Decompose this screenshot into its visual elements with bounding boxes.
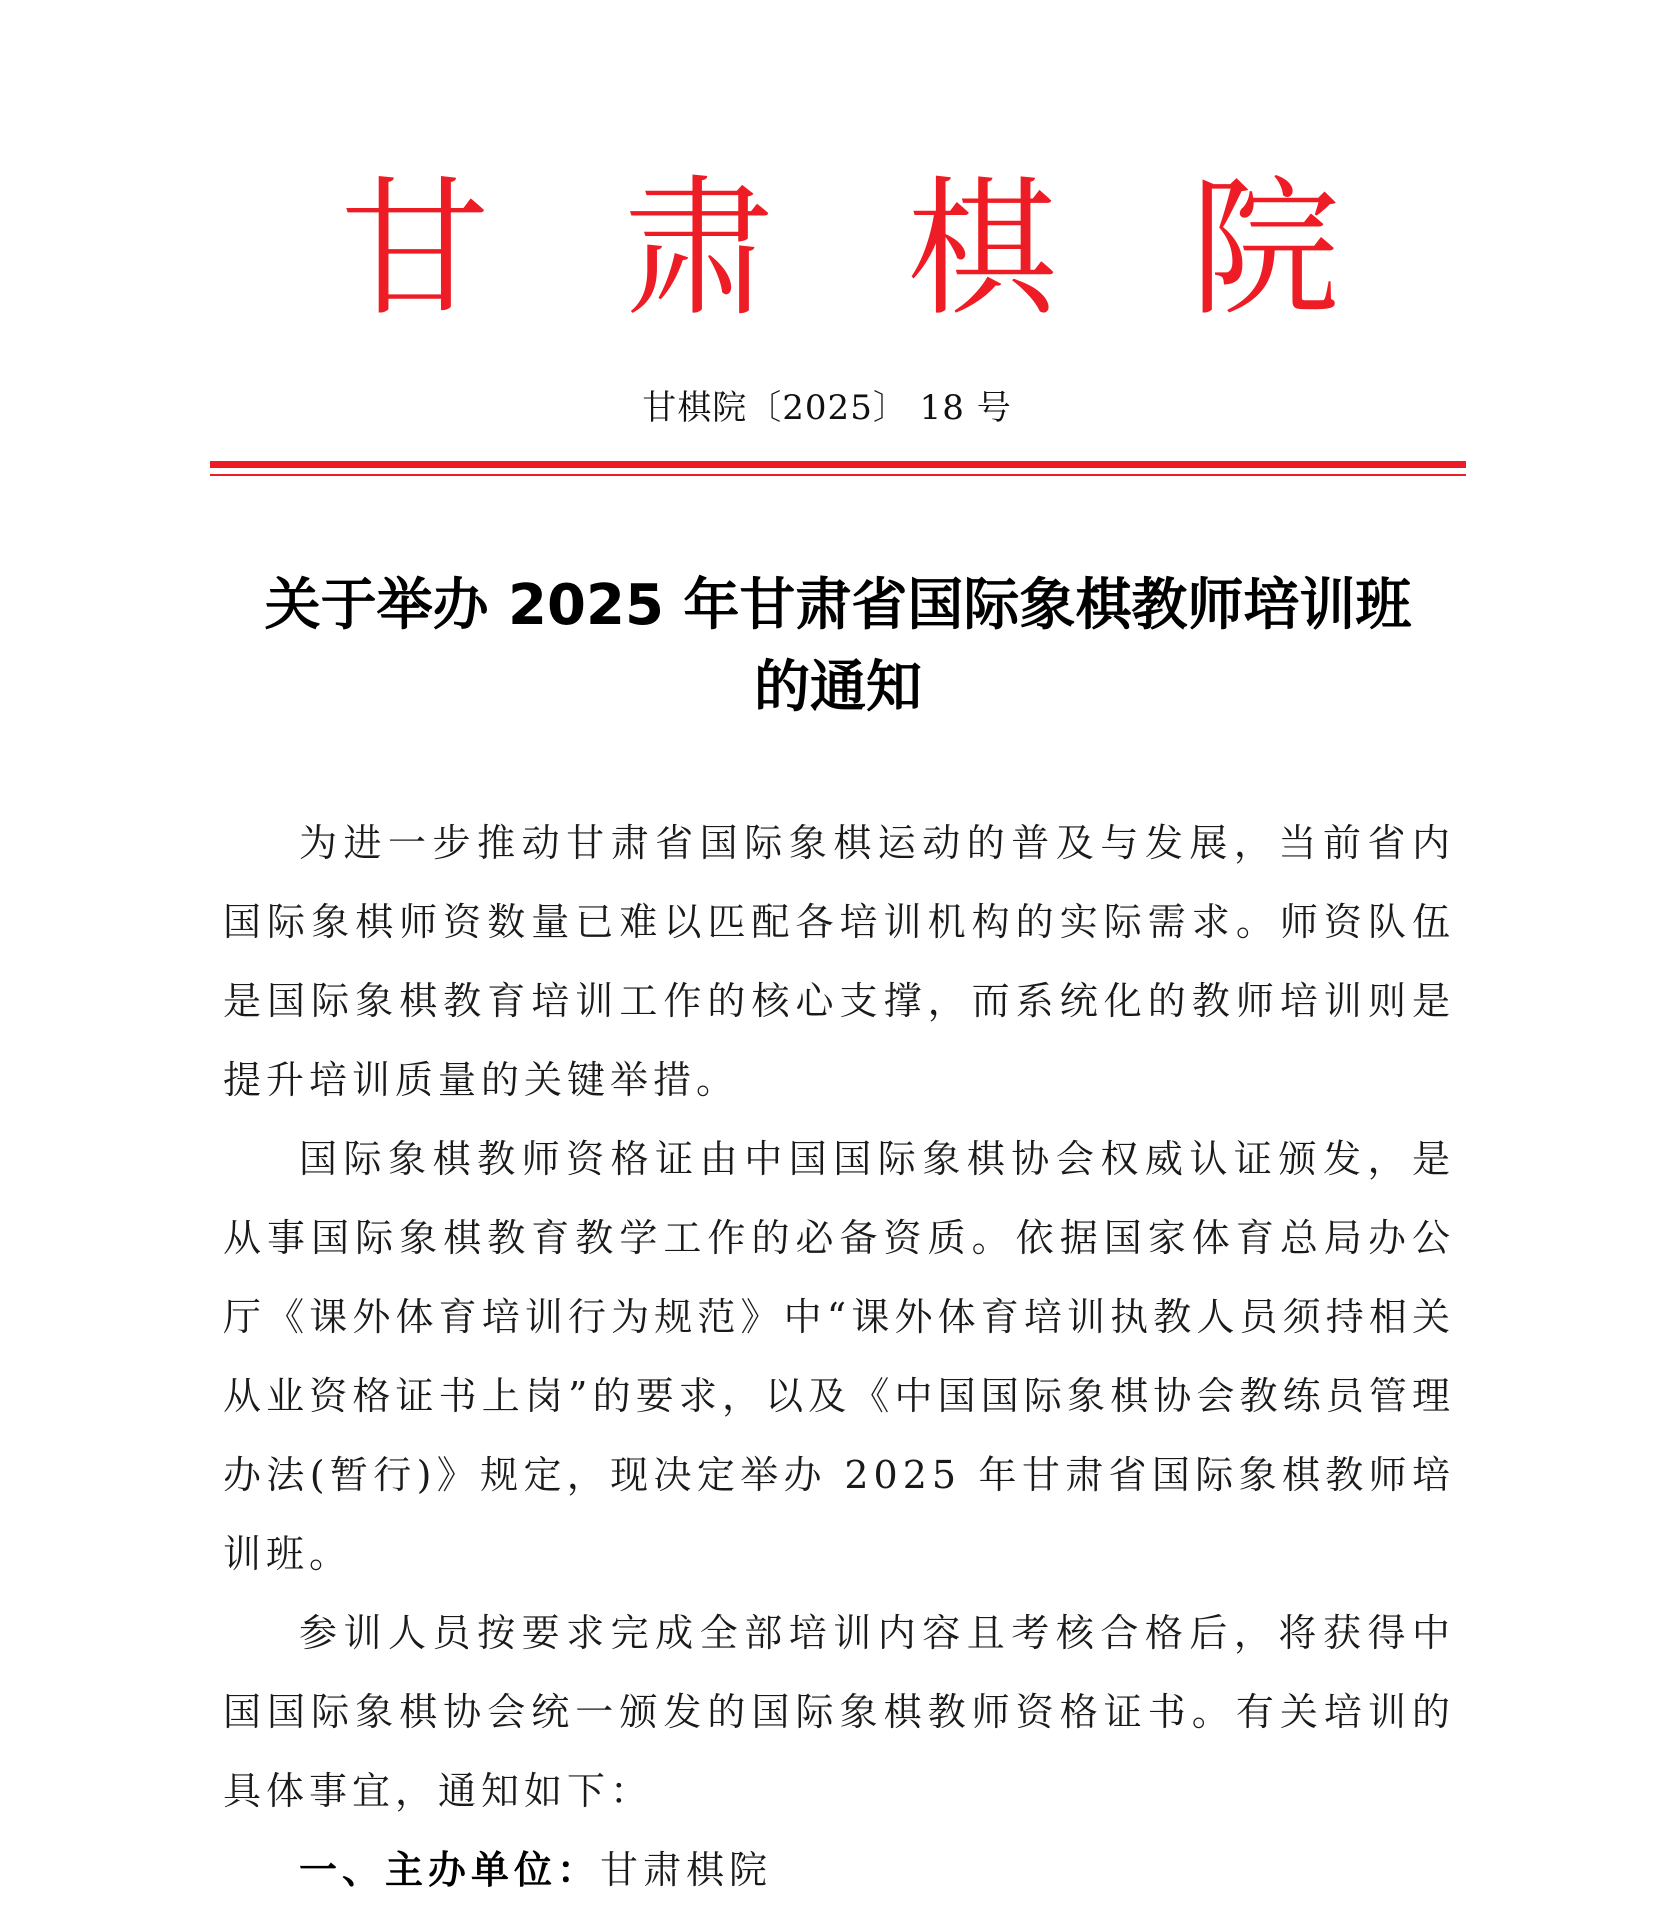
body-paragraph: 参训人员按要求完成全部培训内容且考核合格后，将获得中国国际象棋协会统一颁发的国际象棋教师资格证书。有关培训的具体事宜，通知如下： [223,1611,1455,1813]
letterhead-char: 肃 [623,163,774,337]
body-paragraph: 国际象棋教师资格证由中国国际象棋协会权威认证颁发，是从事国际象棋教育教学工作的必备资质。依据国家体育总局办公厅《课外体育培训行为规范》中“课外体育培训执教人员须持相关从业资格证书上岗”的要求，以及《中国国际象棋协会教练员管理办法(暂行)》规定，现决定举办 2025 年甘肃省国际象棋教师培训班。 [223,1137,1455,1576]
document-number: 甘棋院〔2025〕 18 号 [642,388,1012,428]
notice-title-line: 的通知 [754,655,922,720]
section-organizer [223,1831,1455,1910]
notice-title [210,565,1466,729]
letterhead-char: 院 [1189,163,1340,337]
body-paragraph: 为进一步推动甘肃省国际象棋运动的普及与发展，当前省内国际象棋师资数量已难以匹配各培训机构的实际需求。师资队伍是国际象棋教育培训工作的核心支撑，而系统化的教师培训则是提升培训质量的关键举措。 [223,821,1455,1102]
section-label: 一、主办单位： [299,1848,601,1892]
red-divider-thin [210,474,1466,476]
section-value: 甘肃棋院 [600,1848,773,1892]
letterhead-org-name [340,165,1340,335]
letterhead-char: 甘 [340,163,491,337]
notice-body [223,804,1455,1910]
letterhead-char: 棋 [906,163,1057,337]
red-divider-thick [210,461,1466,468]
notice-title-line: 关于举办 2025 年甘肃省国际象棋教师培训班 [264,573,1412,638]
